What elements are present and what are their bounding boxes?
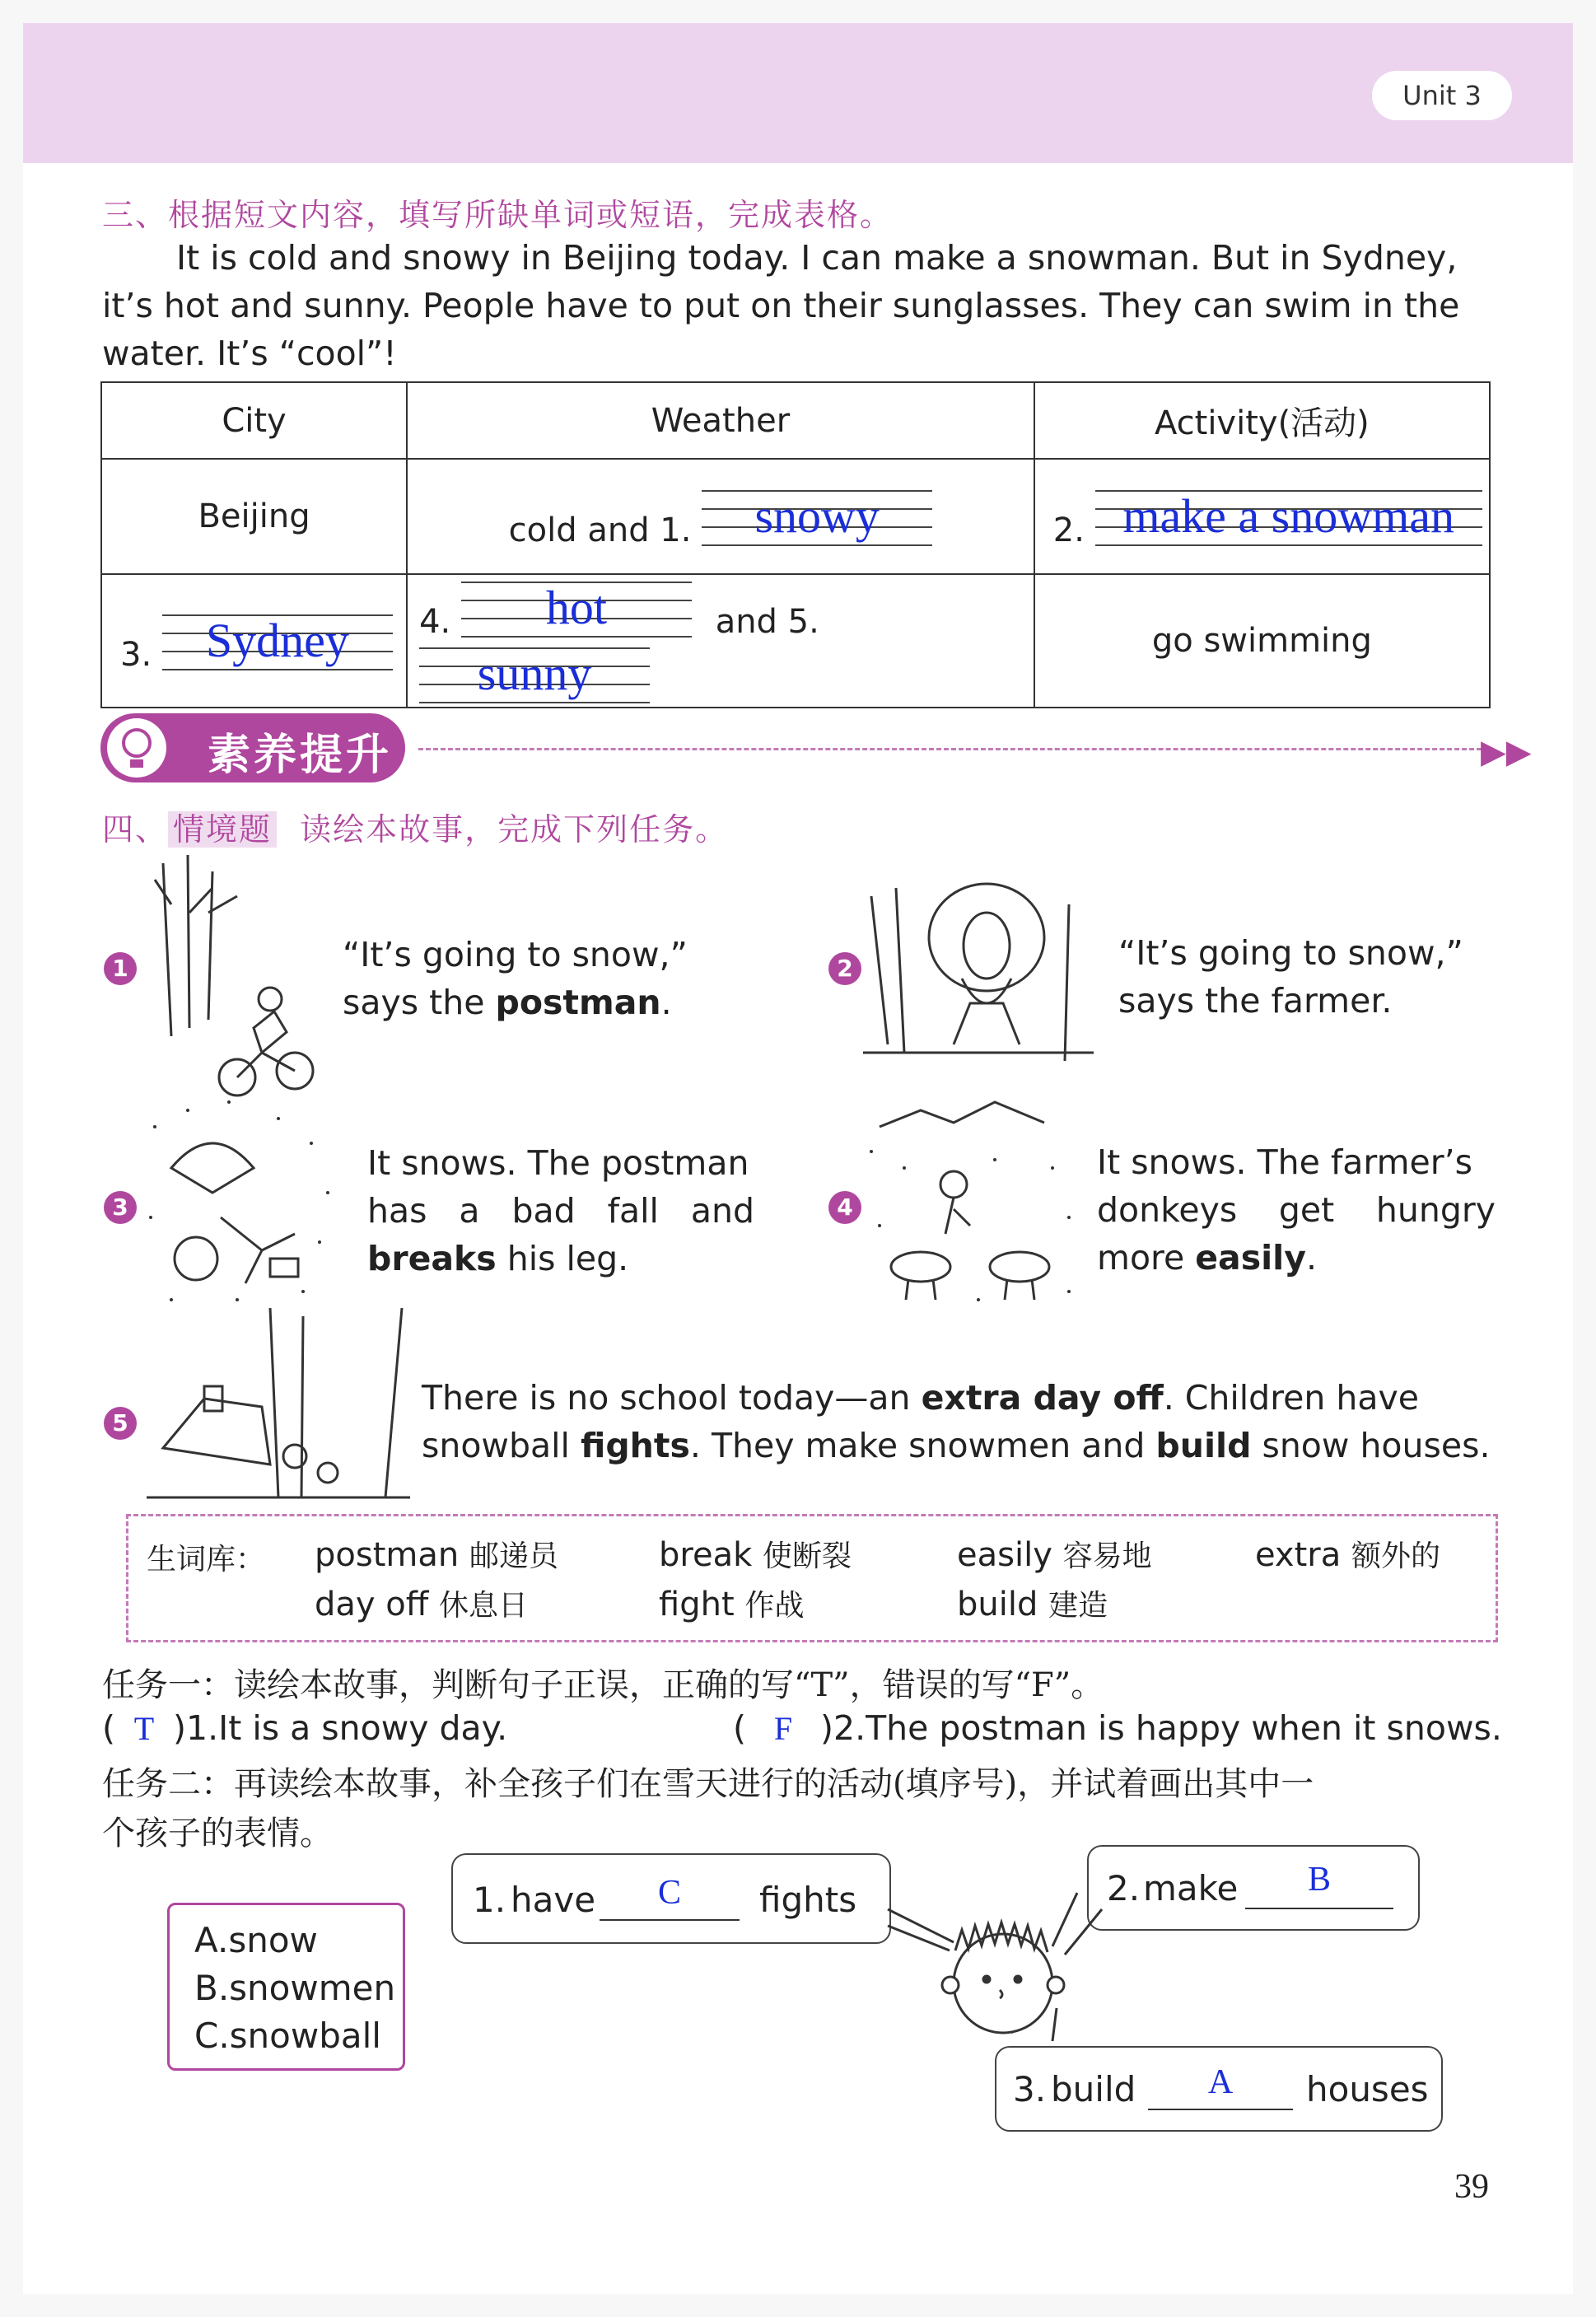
children-snow-house-illustration xyxy=(138,1308,418,1506)
city-prefix: 3. xyxy=(120,636,152,674)
answer-2: make a snowman xyxy=(1122,489,1454,543)
bubble1-answer[interactable]: C xyxy=(657,1874,681,1912)
lightbulb-icon xyxy=(107,718,166,778)
story-line: says the postman. xyxy=(343,983,672,1022)
story-number-4: 4 xyxy=(828,1191,861,1224)
task1-answer-2[interactable]: F xyxy=(773,1710,793,1747)
vocab-word-day-off: day off 休息日 xyxy=(315,1586,529,1623)
story-number-2: 2 xyxy=(828,952,861,985)
answer-5: sunny xyxy=(477,647,592,700)
task1-statement-1: 1.It is a snowy day. xyxy=(186,1708,508,1748)
keyword-breaks: breaks xyxy=(367,1239,497,1278)
story-text-1 xyxy=(343,931,688,1026)
banner-divider xyxy=(418,748,1489,750)
answer-4: hot xyxy=(545,581,608,634)
story-number-5: 5 xyxy=(104,1407,137,1440)
keyword-postman: postman xyxy=(495,983,661,1022)
story-text-3 xyxy=(367,1139,754,1282)
story-line: “It’s going to snow,” xyxy=(343,935,688,974)
vocabulary-box xyxy=(126,1514,1498,1642)
blank-4[interactable] xyxy=(461,575,692,641)
table-header-weather: Weather xyxy=(407,382,1034,459)
blank-3[interactable] xyxy=(162,608,393,674)
keyword-build: build xyxy=(1155,1426,1252,1465)
answer-1: snowy xyxy=(754,489,880,543)
vocab-word-extra: extra 额外的 xyxy=(1255,1536,1440,1574)
section4-instruction: 读绘本故事，完成下列任务。 xyxy=(300,811,729,848)
section4-number: 四、 xyxy=(102,811,169,848)
bubble3-blank-line xyxy=(1148,2109,1293,2110)
weather-prefix-4: 4. xyxy=(419,603,451,641)
section3-passage xyxy=(102,234,1519,377)
keyword-easily: easily xyxy=(1195,1238,1306,1278)
option-c: C.snowball xyxy=(194,2016,381,2056)
task1-statement-2: 2.The postman is happy when it snows. xyxy=(833,1708,1502,1748)
bubble1-number: 1. xyxy=(473,1880,506,1920)
story-line: breaks his leg. xyxy=(367,1239,629,1278)
section4-heading xyxy=(102,804,728,849)
bubble3-number: 3. xyxy=(1013,2069,1047,2109)
page-header xyxy=(23,23,1573,163)
weather-prefix: cold and 1. xyxy=(508,512,692,549)
task1-item-2: ( F )2.The postman is happy when it snows. xyxy=(733,1708,1502,1748)
bubble3-pre: build xyxy=(1051,2069,1136,2109)
cell-weather-beijing xyxy=(407,459,1034,574)
story-number-3: 3 xyxy=(104,1191,137,1224)
bubble2-number: 2. xyxy=(1107,1868,1141,1908)
blank-2[interactable] xyxy=(1095,483,1482,549)
bubble1-pre: have xyxy=(511,1880,596,1920)
blank-5[interactable] xyxy=(419,641,650,707)
bubble2-pre: make xyxy=(1143,1868,1239,1908)
answer-3: Sydney xyxy=(205,614,349,667)
blank-1[interactable] xyxy=(702,483,932,549)
double-arrow-icon: ▶▶ xyxy=(1481,733,1532,771)
task1-instruction: 任务一：读绘本故事，判断句子正误，正确的写“T”，错误的写“F”。 xyxy=(102,1666,1104,1704)
story-line: It snows. The farmer’s xyxy=(1097,1142,1472,1182)
task1-item-1: ( T )1.It is a snowy day. xyxy=(102,1708,508,1748)
activity-prefix: 2. xyxy=(1052,512,1085,549)
passage-line: it’s hot and sunny. People have to put on their sunglasses. They can swim in the xyxy=(102,286,1460,325)
bubble1-post: fights xyxy=(759,1880,857,1920)
option-a: A.snow xyxy=(194,1920,318,1960)
scenario-tag: 情境题 xyxy=(168,811,277,848)
bubble3-answer[interactable]: A xyxy=(1207,2063,1234,2101)
workbook-page xyxy=(23,23,1573,2294)
vocab-word-postman: postman 邮递员 xyxy=(315,1536,558,1574)
cell-city-sydney xyxy=(101,574,407,708)
story-line: There is no school today—an extra day off. Children have xyxy=(422,1378,1420,1418)
bubble1-blank-line xyxy=(600,1919,740,1921)
bubble2-answer[interactable]: B xyxy=(1307,1861,1331,1899)
task2-instruction-line1: 任务二：再读绘本故事，补全孩子们在雪天进行的活动(填序号)，并试着画出其中一 xyxy=(102,1765,1314,1803)
story-line: “It’s going to snow,” xyxy=(1118,933,1463,973)
postman-fall-illustration xyxy=(138,1094,344,1308)
cell-activity-beijing xyxy=(1034,459,1490,574)
keyword-extra-day-off: extra day off xyxy=(921,1378,1164,1418)
vocab-word-build: build 建造 xyxy=(957,1586,1108,1623)
postman-bike-illustration xyxy=(138,855,328,1102)
vocab-word-fight: fight 作战 xyxy=(659,1586,805,1623)
story-text-4 xyxy=(1097,1138,1496,1282)
keyword-fights: fights xyxy=(580,1426,690,1465)
table-header-activity: Activity(活动) xyxy=(1034,382,1490,459)
bubble3-post: houses xyxy=(1306,2069,1429,2109)
page-number: 39 xyxy=(1454,2168,1489,2206)
story-number-1: 1 xyxy=(104,952,137,985)
passage-line: water. It’s “cool”! xyxy=(102,334,397,373)
weather-table xyxy=(100,381,1491,708)
section3-title: 三、根据短文内容，填写所缺单词或短语，完成表格。 xyxy=(102,197,894,233)
cell-city-beijing: Beijing xyxy=(101,459,407,574)
story-line: says the farmer. xyxy=(1118,981,1393,1021)
vocab-word-easily: easily 容易地 xyxy=(957,1536,1152,1574)
story-text-2 xyxy=(1118,929,1463,1025)
speech-bubble-3 xyxy=(995,2046,1443,2132)
cell-activity-sydney: go swimming xyxy=(1034,574,1490,708)
speech-bubble-1 xyxy=(451,1853,891,1944)
story-text-5 xyxy=(422,1374,1500,1469)
story-line: It snows. The postman xyxy=(367,1143,749,1183)
story-line: has a bad fall and xyxy=(367,1191,754,1231)
farmer-illustration xyxy=(863,880,1094,1077)
table-header-city: City xyxy=(101,382,407,459)
skills-banner xyxy=(100,713,405,782)
vocab-label: 生词库： xyxy=(147,1543,266,1577)
option-b: B.snowmen xyxy=(194,1968,396,2008)
story-line: donkeys get hungry xyxy=(1097,1190,1496,1230)
donkeys-snow-illustration xyxy=(863,1094,1085,1308)
and-5-label: and 5. xyxy=(715,603,819,641)
cell-weather-sydney xyxy=(407,574,1034,708)
header-wave-decoration xyxy=(23,147,1573,180)
vocab-word-break: break 使断裂 xyxy=(659,1536,852,1574)
bubble2-blank-line xyxy=(1245,1908,1393,1909)
options-box xyxy=(167,1903,405,2071)
unit-label: Unit 3 xyxy=(1372,71,1512,120)
story-line: more easily. xyxy=(1097,1238,1318,1278)
task1-answer-1[interactable]: T xyxy=(133,1710,155,1747)
banner-label: 素养提升 xyxy=(208,731,393,780)
story-line: snowball fights. They make snowmen and build snow houses. xyxy=(422,1426,1491,1465)
child-face-illustration xyxy=(880,1860,1143,2058)
passage-line: It is cold and snowy in Beijing today. I can make a snowman. But in Sydney, xyxy=(176,238,1458,278)
task2-instruction-line2: 个孩子的表情。 xyxy=(102,1815,333,1852)
